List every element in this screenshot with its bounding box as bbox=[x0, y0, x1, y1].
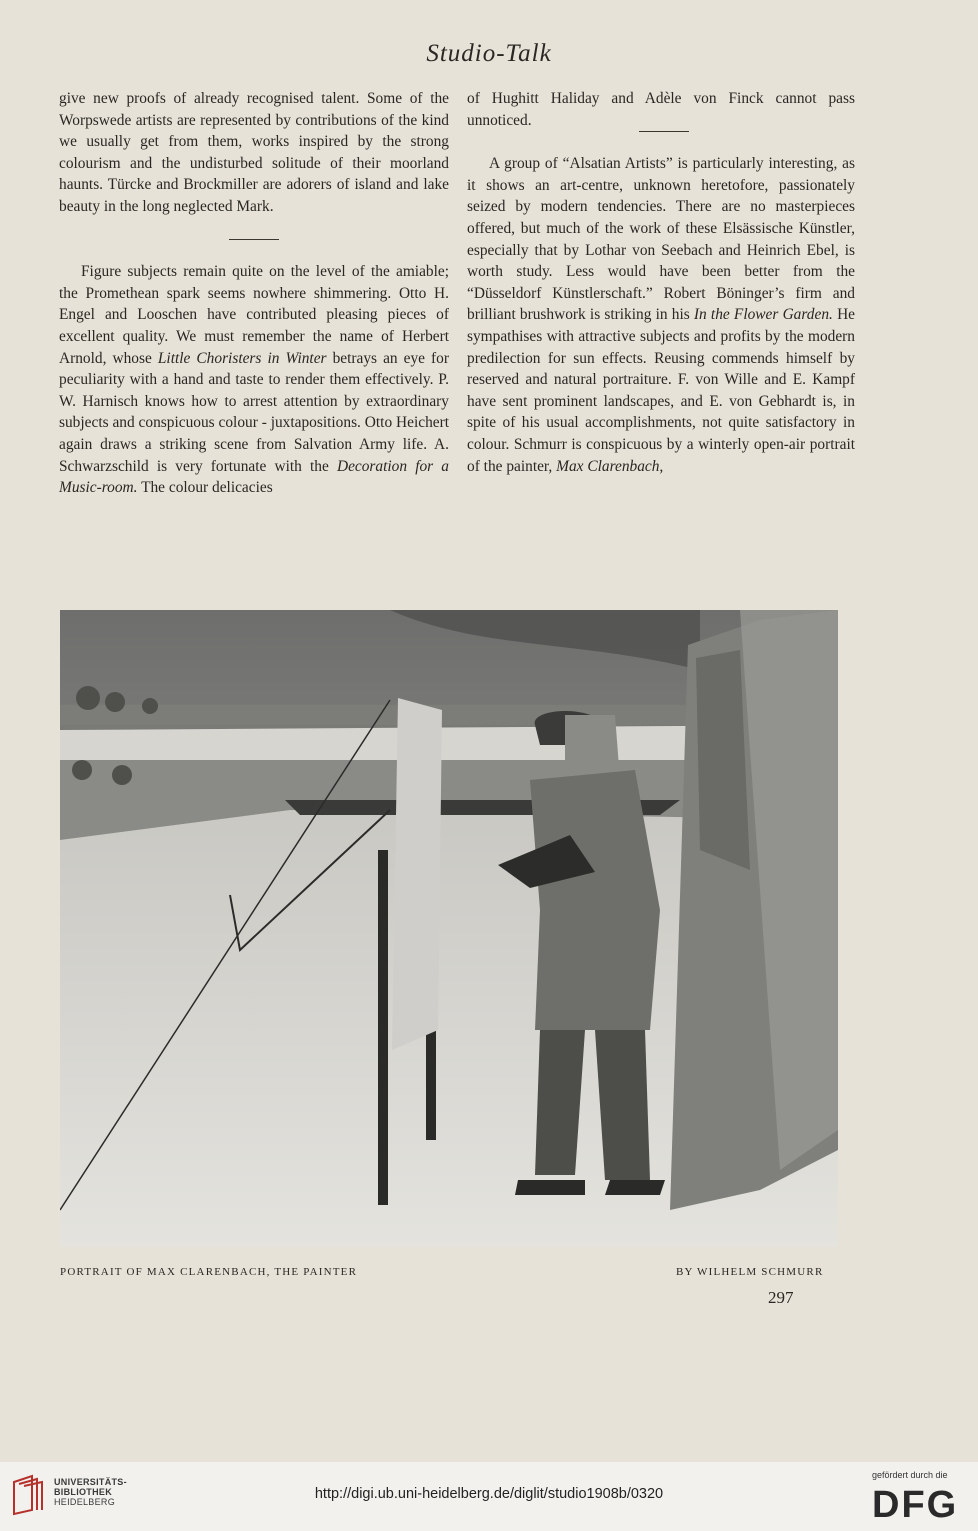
section-divider-left bbox=[229, 239, 279, 240]
section-divider-right bbox=[639, 131, 689, 132]
winter-painter-painting bbox=[60, 610, 838, 1247]
artwork-title-max-clarenbach: Max Clarenbach, bbox=[556, 457, 664, 475]
left-paragraph-2: Figure subjects remain quite on the level of the amiable; the Promethean spark seems nowhere shimmering. Otto H. Engel and Looschen have contributed pleasing pieces of excellent quality. We must remember the name of Herbert Arnold, whose Little Choristers in Winter betrays an eye for peculiarity with a hand and taste to render them effectively. P. W. Harnisch knows how to arrest attention by extraordinary subjects and conspicuous colour - juxtapositions. Otto Heichert again draws a striking scene from Salvation Army life. A. Schwarzschild is very fortunate with the Decoration for a Music-room. The colour delicacies bbox=[59, 263, 449, 497]
right-paragraph-2: A group of “Alsatian Artists” is particularly interesting, as it shows an art-centre, unknown heretofore, passionately seized by modern tendencies. There are no masterpieces offered, but much of the work of these Elsässische Künstler, especially that by Lothar von Seebach and Heinrich Ebel, is worth study. Less would have been better from the “Düsseldorf Künstlerschaft.” Robert Böninger’s firm and brilliant brushwork is striking in his In the Flower Garden. He sympathises with attractive subjects and profits by the modern predilection for sun effects. Reusing commends himself by reserved and natural portraiture. F. von Wille and E. Kampf have sent prominent landscapes, and E. von Gebhardt is, in spite of his usual accomplishments, not quite satisfactory in colour. Schmurr is conspicuous by a winterly open-air portrait of the painter, Max Clarenbach, bbox=[467, 155, 856, 475]
painting-plate bbox=[60, 610, 838, 1247]
right-paragraph-1: of Hughitt Haliday and Adèle von Finck cannot pass unnoticed. bbox=[467, 90, 855, 129]
dfg-logo: DFG bbox=[872, 1484, 959, 1526]
funding-note: gefördert durch die bbox=[872, 1470, 948, 1480]
page-number: 297 bbox=[768, 1288, 794, 1307]
plate-caption-artist: BY WILHELM SCHMURR bbox=[676, 1266, 824, 1278]
left-column bbox=[59, 88, 449, 499]
plate-caption-title: PORTRAIT OF MAX CLARENBACH, THE PAINTER bbox=[60, 1266, 358, 1278]
permalink-link[interactable]: http://digi.ub.uni-heidelberg.de/diglit/studio1908b/0320 bbox=[314, 1486, 664, 1502]
library-name: UNIVERSITÄTS- BIBLIOTHEK HEIDELBERG bbox=[54, 1477, 127, 1507]
right-column bbox=[467, 88, 855, 477]
artwork-title-flower-garden: In the Flower Garden. bbox=[693, 306, 833, 324]
artwork-title-decoration: Decoration for a Music-room. bbox=[59, 457, 449, 497]
running-title: Studio-Talk bbox=[426, 40, 552, 67]
left-paragraph-1: give new proofs of already recognised talent. Some of the Worpswede artists are represented by contributions of the kind we usually get from them, works inspired by the strong colourism and the undisturbed solitude of their moorland haunts. Türcke and Brockmiller are adorers of island and lake beauty in the long neglected Mark. bbox=[59, 90, 449, 215]
artwork-title-little-choristers: Little Choristers in Winter bbox=[157, 349, 327, 367]
